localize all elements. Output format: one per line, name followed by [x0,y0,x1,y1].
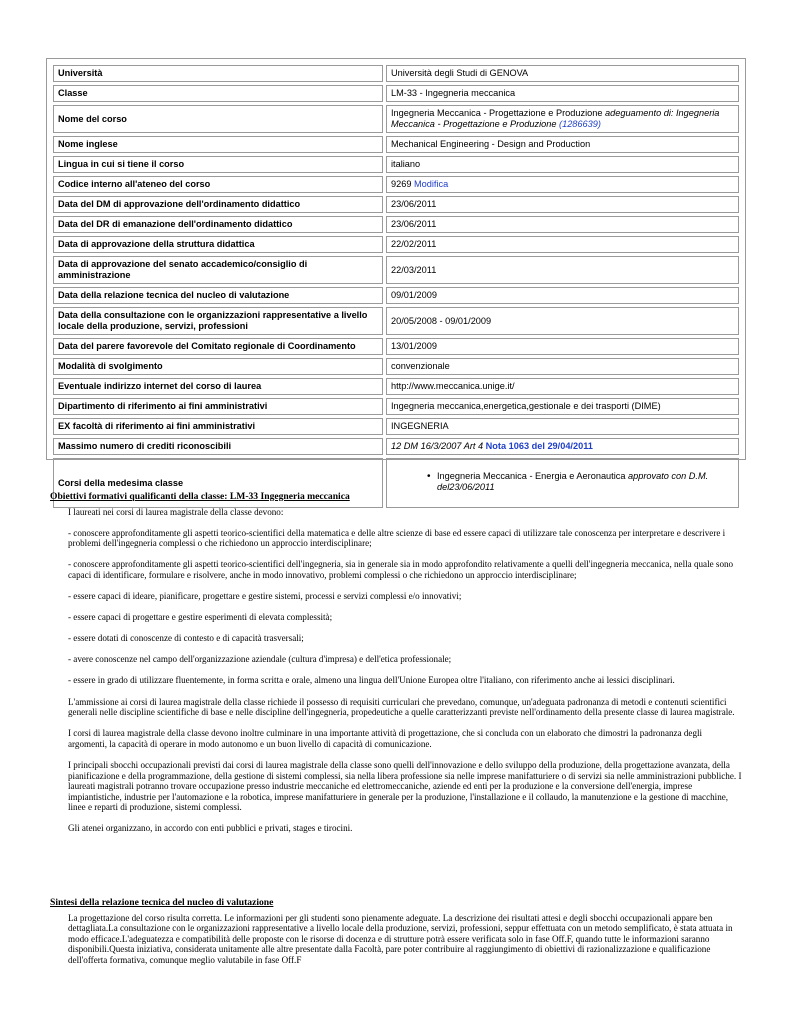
row-label: Nome del corso [53,105,383,133]
table-row [53,398,739,415]
row-label: Modalità di svolgimento [53,358,383,375]
row-value: LM-33 - Ingegneria meccanica [386,85,739,102]
paragraph: - essere in grado di utilizzare fluentemente, in forma scritta e orale, almeno una lingua dell'Unione Europea oltre l'italiano, con riferimento anche ai lessici disciplinari. [68,675,675,686]
row-label: Massimo numero di crediti riconoscibili [53,438,383,455]
row-value: 23/06/2011 [386,196,739,213]
table-row [53,438,739,455]
table-row [53,358,739,375]
paragraph: I corsi di laurea magistrale della classe devono inoltre culminare in una importante attività di progettazione, che si concluda con un elaborato che dimostri la padronanza degli argomenti, la capacità di operare in modo autonomo e un buon livello di capacità di comunicazione. [68,728,703,749]
row-value: Mechanical Engineering - Design and Production [386,136,739,153]
course-name: Ingegneria Meccanica - Energia e Aeronautica [437,471,629,481]
table-row [53,105,739,133]
course-code-link[interactable]: (1286639) [559,119,601,129]
course-name: Ingegneria Meccanica - Progettazione e Produzione [391,108,605,118]
paragraph: - conoscere approfonditamente gli aspetti teorico-scientifici della matematica e delle altre scienze di base ed essere capaci di utilizzare tale conoscenza per interpretare e descrivere i problemi dell'ingegneria complessi o che richiedono un approccio interdisciplinare; [68,527,726,549]
info-table [50,62,742,511]
table-row [53,287,739,304]
section-body [68,913,742,966]
section-title: Obiettivi formativi qualificanti della classe: LM-33 Ingegneria meccanica [50,491,350,502]
row-label: Eventuale indirizzo internet del corso di laurea [53,378,383,395]
row-label: Data della consultazione con le organizzazioni rappresentative a livello locale della produzione, servizi, professioni [53,307,383,335]
paragraph: L'ammissione ai corsi di laurea magistrale della classe richiede il possesso di requisiti curriculari che prevedano, comunque, un'adeguata padronanza di metodi e contenuti scientifici generali nelle discipline scientifiche di base e nelle discipline dell'ingegneria, propedeutiche a quelle caratterizzanti previste nell'ordinamento della presente classe di laurea magistrale. [68,696,735,718]
row-label: Nome inglese [53,136,383,153]
table-row [53,136,739,153]
obiettivi-section [50,492,742,844]
row-label: Classe [53,85,383,102]
bullet-icon: • [427,471,431,482]
row-label: Data di approvazione della struttura didattica [53,236,383,253]
row-value: 13/01/2009 [386,338,739,355]
row-label: Dipartimento di riferimento ai fini amministrativi [53,398,383,415]
row-label: Data della relazione tecnica del nucleo di valutazione [53,287,383,304]
row-value: 20/05/2008 - 09/01/2009 [386,307,739,335]
table-row [53,85,739,102]
nota-link[interactable]: Nota 1063 del 29/04/2011 [485,441,593,451]
paragraph: La progettazione del corso risulta corretta. Le informazioni per gli studenti sono pienamente adeguate. La descrizione dei risultati attesi e degli sbocchi occupazionali appare ben dettagliata.La consultazione con le organizzazioni rappresentative a livello locale della produzione, servizi, professioni, seppur effettuata con un metodo semplificato, è stata attuata in modo efficace.L'adeguatezza e compatibilità delle proposte con le risorse di docenza e di strutture potrà essere verificata solo in fase Off.F, quando tutte le informazioni saranno disponibili.Questa iniziativa, considerata unitamente alle altre presentate dalla Facoltà, pare poter contribuire al raggiungimento di obiettivi di razionalizzazione e qualificazione dell'offerta formativa, comunque meglio valutabile in fase Off.F [68,912,733,965]
table-row [53,256,739,284]
paragraph: - essere capaci di ideare, pianificare, progettare e gestire sistemi, processi e servizi complessi e/o innovativi; [68,591,462,602]
row-label: EX facoltà di riferimento ai fini amministrativi [53,418,383,435]
paragraph: - avere conoscenze nel campo dell'organizzazione aziendale (cultura d'impresa) e dell'etica professionale; [68,654,452,665]
paragraph: I principali sbocchi occupazionali previsti dai corsi di laurea magistrale della classe sono quelli dell'innovazione e dello sviluppo della produzione, della progettazione avanzata, della pianificazione e della programmazione, della gestione di sistemi complessi, sia nella libera professione sia nelle imprese manifatturiere o di servizi sia nelle amministrazioni pubbliche. I laureati magistrali potranno trovare occupazione presso industrie meccaniche ed elettromeccaniche, aziende ed enti per la produzione e la conversione dell'energia, imprese impiantistiche, industrie per l'automazione e la robotica, imprese manifatturiere in generale per la produzione, l'installazione e il collaudo, la manutenzione e la gestione di macchine, linee e reparti di produzione, sistemi complessi. [68,759,742,813]
adaptation-note: adeguamento di: Ingegneria Meccanica - Progettazione e Produzione [391,108,720,129]
modifica-link[interactable]: Modifica [414,179,449,189]
table-row [53,307,739,335]
row-value: INGEGNERIA [386,418,739,435]
row-label: Università [53,65,383,82]
row-label: Lingua in cui si tiene il corso [53,156,383,173]
row-value [386,105,739,133]
table-row [53,418,739,435]
row-label: Codice interno all'ateneo del corso [53,176,383,193]
section-body [68,507,742,834]
row-value: convenzionale [386,358,739,375]
section-title: Sintesi della relazione tecnica del nucleo di valutazione [50,897,274,908]
table-row [53,156,739,173]
paragraph: Gli atenei organizzano, in accordo con enti pubblici e privati, stages e tirocini. [68,823,353,834]
row-value: 09/01/2009 [386,287,739,304]
row-value: http://www.meccanica.unige.it/ [386,378,739,395]
table-row [53,236,739,253]
list-item [427,471,734,493]
row-value [386,438,739,455]
row-value: 22/03/2011 [386,256,739,284]
table-row [53,216,739,233]
approval-note: approvato con D.M. del23/06/2011 [437,471,709,492]
row-value: Università degli Studi di GENOVA [386,65,739,82]
internal-code: 9269 [391,179,414,189]
row-label: Data del DM di approvazione dell'ordinamento didattico [53,196,383,213]
paragraph: - essere capaci di progettare e gestire esperimenti di elevata complessità; [68,612,333,623]
row-value: 22/02/2011 [386,236,739,253]
row-label: Data del DR di emanazione dell'ordinamento didattico [53,216,383,233]
row-value: italiano [386,156,739,173]
row-value [386,176,739,193]
row-value: Ingegneria meccanica,energetica,gestionale e dei trasporti (DIME) [386,398,739,415]
table-row [53,338,739,355]
credits-rule: 12 DM 16/3/2007 Art 4 [391,441,486,451]
row-label: Corsi della medesima classe [53,458,383,508]
sintesi-section [50,898,742,976]
table-row [53,176,739,193]
same-class-courses-list [427,471,734,493]
paragraph: I laureati nei corsi di laurea magistrale della classe devono: [68,506,284,517]
paragraph: - conoscere approfonditamente gli aspetti teorico-scientifici dell'ingegneria, sia in generale sia in modo approfondito relativamente a quelli dell'ingegneria meccanica, nella quale sono capaci di identificare, formulare e risolvere, anche in modo innovativo, problemi complessi o che richiedono un approccio interdisciplinare; [68,559,734,580]
row-label: Data di approvazione del senato accademico/consiglio di amministrazione [53,256,383,284]
table-row [53,196,739,213]
row-value: 23/06/2011 [386,216,739,233]
paragraph: - essere dotati di conoscenze di contesto e di capacità trasversali; [68,633,304,644]
course-info-table [46,58,746,492]
table-row [53,65,739,82]
table-row [53,378,739,395]
row-label: Data del parere favorevole del Comitato regionale di Coordinamento [53,338,383,355]
